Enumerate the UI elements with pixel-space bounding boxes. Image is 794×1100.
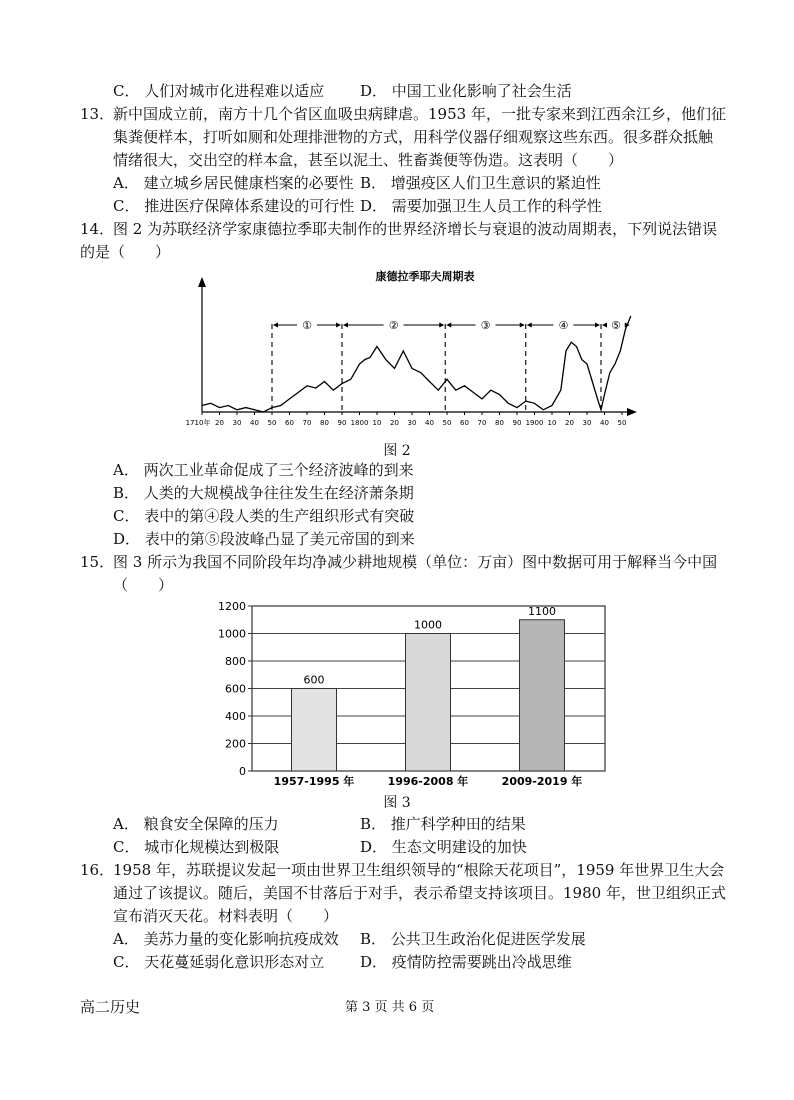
x-tick-label: 60 — [285, 419, 294, 427]
q12-option-c: C． 人们对城市化进程难以适应 — [113, 82, 325, 100]
q15-stem-line: （ ） — [113, 576, 174, 594]
x-tick-label: 20 — [390, 419, 399, 427]
bar — [292, 689, 337, 772]
figure-3-caption: 图 3 — [383, 795, 411, 811]
x-tick-label: 80 — [320, 419, 329, 427]
q16-option-b: B． 公共卫生政治化促进医学发展 — [360, 930, 586, 948]
q14-option-b: B． 人类的大规模战争往往发生在经济萧条期 — [113, 484, 414, 502]
y-tick-label: 0 — [239, 765, 246, 778]
y-axis-arrow — [198, 277, 206, 287]
q16-option-a: A． 美苏力量的变化影响抗疫成效 — [113, 930, 339, 948]
segment-arrowhead — [595, 323, 600, 328]
x-tick-label: 60 — [460, 419, 469, 427]
bar-value-label: 600 — [303, 673, 325, 687]
segment-arrowhead — [336, 323, 341, 328]
y-tick-label: 600 — [225, 682, 246, 696]
q14-option-c: C． 表中的第④段人类的生产组织形式有突破 — [113, 507, 415, 525]
q14-stem-line: 的是（ ） — [80, 243, 171, 261]
x-tick-label: 30 — [407, 419, 417, 427]
segment-arrowhead — [273, 323, 278, 328]
segment-arrowhead — [527, 323, 532, 328]
x-tick-label: 50 — [267, 419, 277, 427]
bar-value-label: 1100 — [528, 604, 556, 618]
y-tick-label: 1000 — [218, 627, 246, 641]
q13-stem-line: 情绪很大，交出空的样本盒，甚至以泥土、牲畜粪便等伪造。这表明（ ） — [113, 151, 624, 169]
q13-option-d: D． 需要加强卫生人员工作的科学性 — [360, 197, 602, 215]
q16-stem-line: 宣布消灭天花。材料表明（ ） — [113, 907, 339, 925]
x-tick-label: 50 — [442, 419, 452, 427]
x-tick-label: 40 — [600, 419, 609, 427]
q13-stem-line: 集粪便样本，打听如厕和处理排泄物的方式，用科学仪器仔细观察这些东西。很多群众抵触 — [113, 128, 714, 146]
bar — [406, 634, 451, 772]
q15-stem-line: 图 3 所示为我国不同阶段年均净减少耕地规模（单位：万亩）图中数据可用于解释当今中国 — [113, 553, 718, 571]
category-label: 1996-2008 年 — [387, 775, 469, 788]
segment-label: ② — [388, 319, 399, 332]
x-axis-arrow — [627, 408, 637, 416]
q14-stem-line: 图 2 为苏联经济学家康德拉季耶夫制作的世界经济增长与衰退的波动周期表，下列说法错误 — [113, 220, 718, 238]
q15-option-c: C． 城市化规模达到极限 — [113, 838, 280, 856]
x-tick-label: 10 — [547, 419, 557, 427]
x-tick-label: 70 — [302, 419, 312, 427]
x-tick-label: 10 — [372, 419, 382, 427]
segment-arrowhead — [602, 323, 607, 328]
x-tick-label: 70 — [477, 419, 487, 427]
x-tick-label: 30 — [582, 419, 592, 427]
q13-stem-line: 新中国成立前，南方十几个省区血吸虫病肆虐。1953 年，一批专家来到江西余江乡，他们征 — [113, 105, 726, 123]
q16-option-c: C． 天花蔓延弱化意识形态对立 — [113, 953, 325, 971]
segment-arrowhead — [520, 323, 525, 328]
q15-option-b: B． 推广科学种田的结果 — [360, 815, 526, 833]
segment-arrowhead — [439, 323, 444, 328]
x-tick-label: 90 — [512, 419, 522, 427]
x-tick-label: 20 — [215, 419, 224, 427]
x-tick-label: 30 — [232, 419, 242, 427]
figure-2-caption: 图 2 — [383, 443, 411, 459]
farmland-bar-chart — [205, 595, 615, 790]
segment-arrowhead — [343, 323, 348, 328]
q13-option-c: C． 推进医疗保障体系建设的可行性 — [113, 197, 355, 215]
footer-page-number: 第 3 页 共 6 页 — [345, 1000, 435, 1015]
q14-option-d: D． 表中的第⑤段波峰凸显了美元帝国的到来 — [113, 530, 415, 548]
q16-stem-line: 1958 年，苏联提议发起一项由世界卫生组织领导的“根除天花项目”，1959 年世界卫生大会 — [113, 861, 725, 879]
x-tick-label: 80 — [495, 419, 504, 427]
x-tick-label: 50 — [617, 419, 627, 427]
x-tick-label: 1900 — [525, 419, 544, 427]
q12-option-d: D． 中国工业化影响了社会生活 — [360, 82, 572, 100]
bar-value-label: 1000 — [414, 618, 442, 632]
segment-label: ⑤ — [610, 319, 621, 332]
q14-number: 14． — [80, 220, 115, 238]
y-tick-label: 1200 — [218, 600, 246, 613]
q16-option-d: D． 疫情防控需要跳出冷战思维 — [360, 953, 572, 971]
x-tick-label: 90 — [337, 419, 347, 427]
x-tick-label: 1800 — [350, 419, 369, 427]
y-tick-label: 400 — [225, 710, 246, 723]
chart-title: 康德拉季耶夫周期表 — [375, 270, 475, 283]
segment-label: ④ — [558, 319, 569, 332]
y-tick-label: 800 — [225, 655, 246, 668]
footer-subject: 高二历史 — [80, 998, 141, 1016]
q13-option-b: B． 增强疫区人们卫生意识的紧迫性 — [360, 174, 601, 192]
category-label: 1957-1995 年 — [273, 775, 355, 788]
y-tick-label: 200 — [225, 737, 246, 751]
x-tick-label: 20 — [565, 419, 574, 427]
q15-option-d: D． 生态文明建设的加快 — [360, 838, 527, 856]
x-tick-label: 1710年 — [185, 419, 211, 427]
q16-number: 16． — [80, 861, 115, 879]
segment-arrowhead — [446, 323, 451, 328]
q15-option-a: A． 粮食安全保障的压力 — [113, 815, 279, 833]
bar — [520, 620, 565, 771]
kondratiev-chart — [185, 262, 645, 434]
q14-option-a: A． 两次工业革命促成了三个经济波峰的到来 — [113, 461, 414, 479]
q16-stem-line: 通过了该提议。随后，美国不甘落后于对手，表示希望支持该项目。1980 年，世卫组织正式 — [113, 884, 726, 902]
q13-option-a: A． 建立城乡居民健康档案的必要性 — [113, 174, 354, 192]
x-tick-label: 40 — [425, 419, 434, 427]
segment-label: ③ — [480, 319, 491, 332]
segment-label: ① — [302, 319, 312, 332]
category-label: 2009-2019 年 — [501, 775, 583, 788]
x-tick-label: 40 — [250, 419, 259, 427]
q15-number: 15． — [80, 553, 115, 571]
q13-number: 13． — [80, 105, 115, 123]
